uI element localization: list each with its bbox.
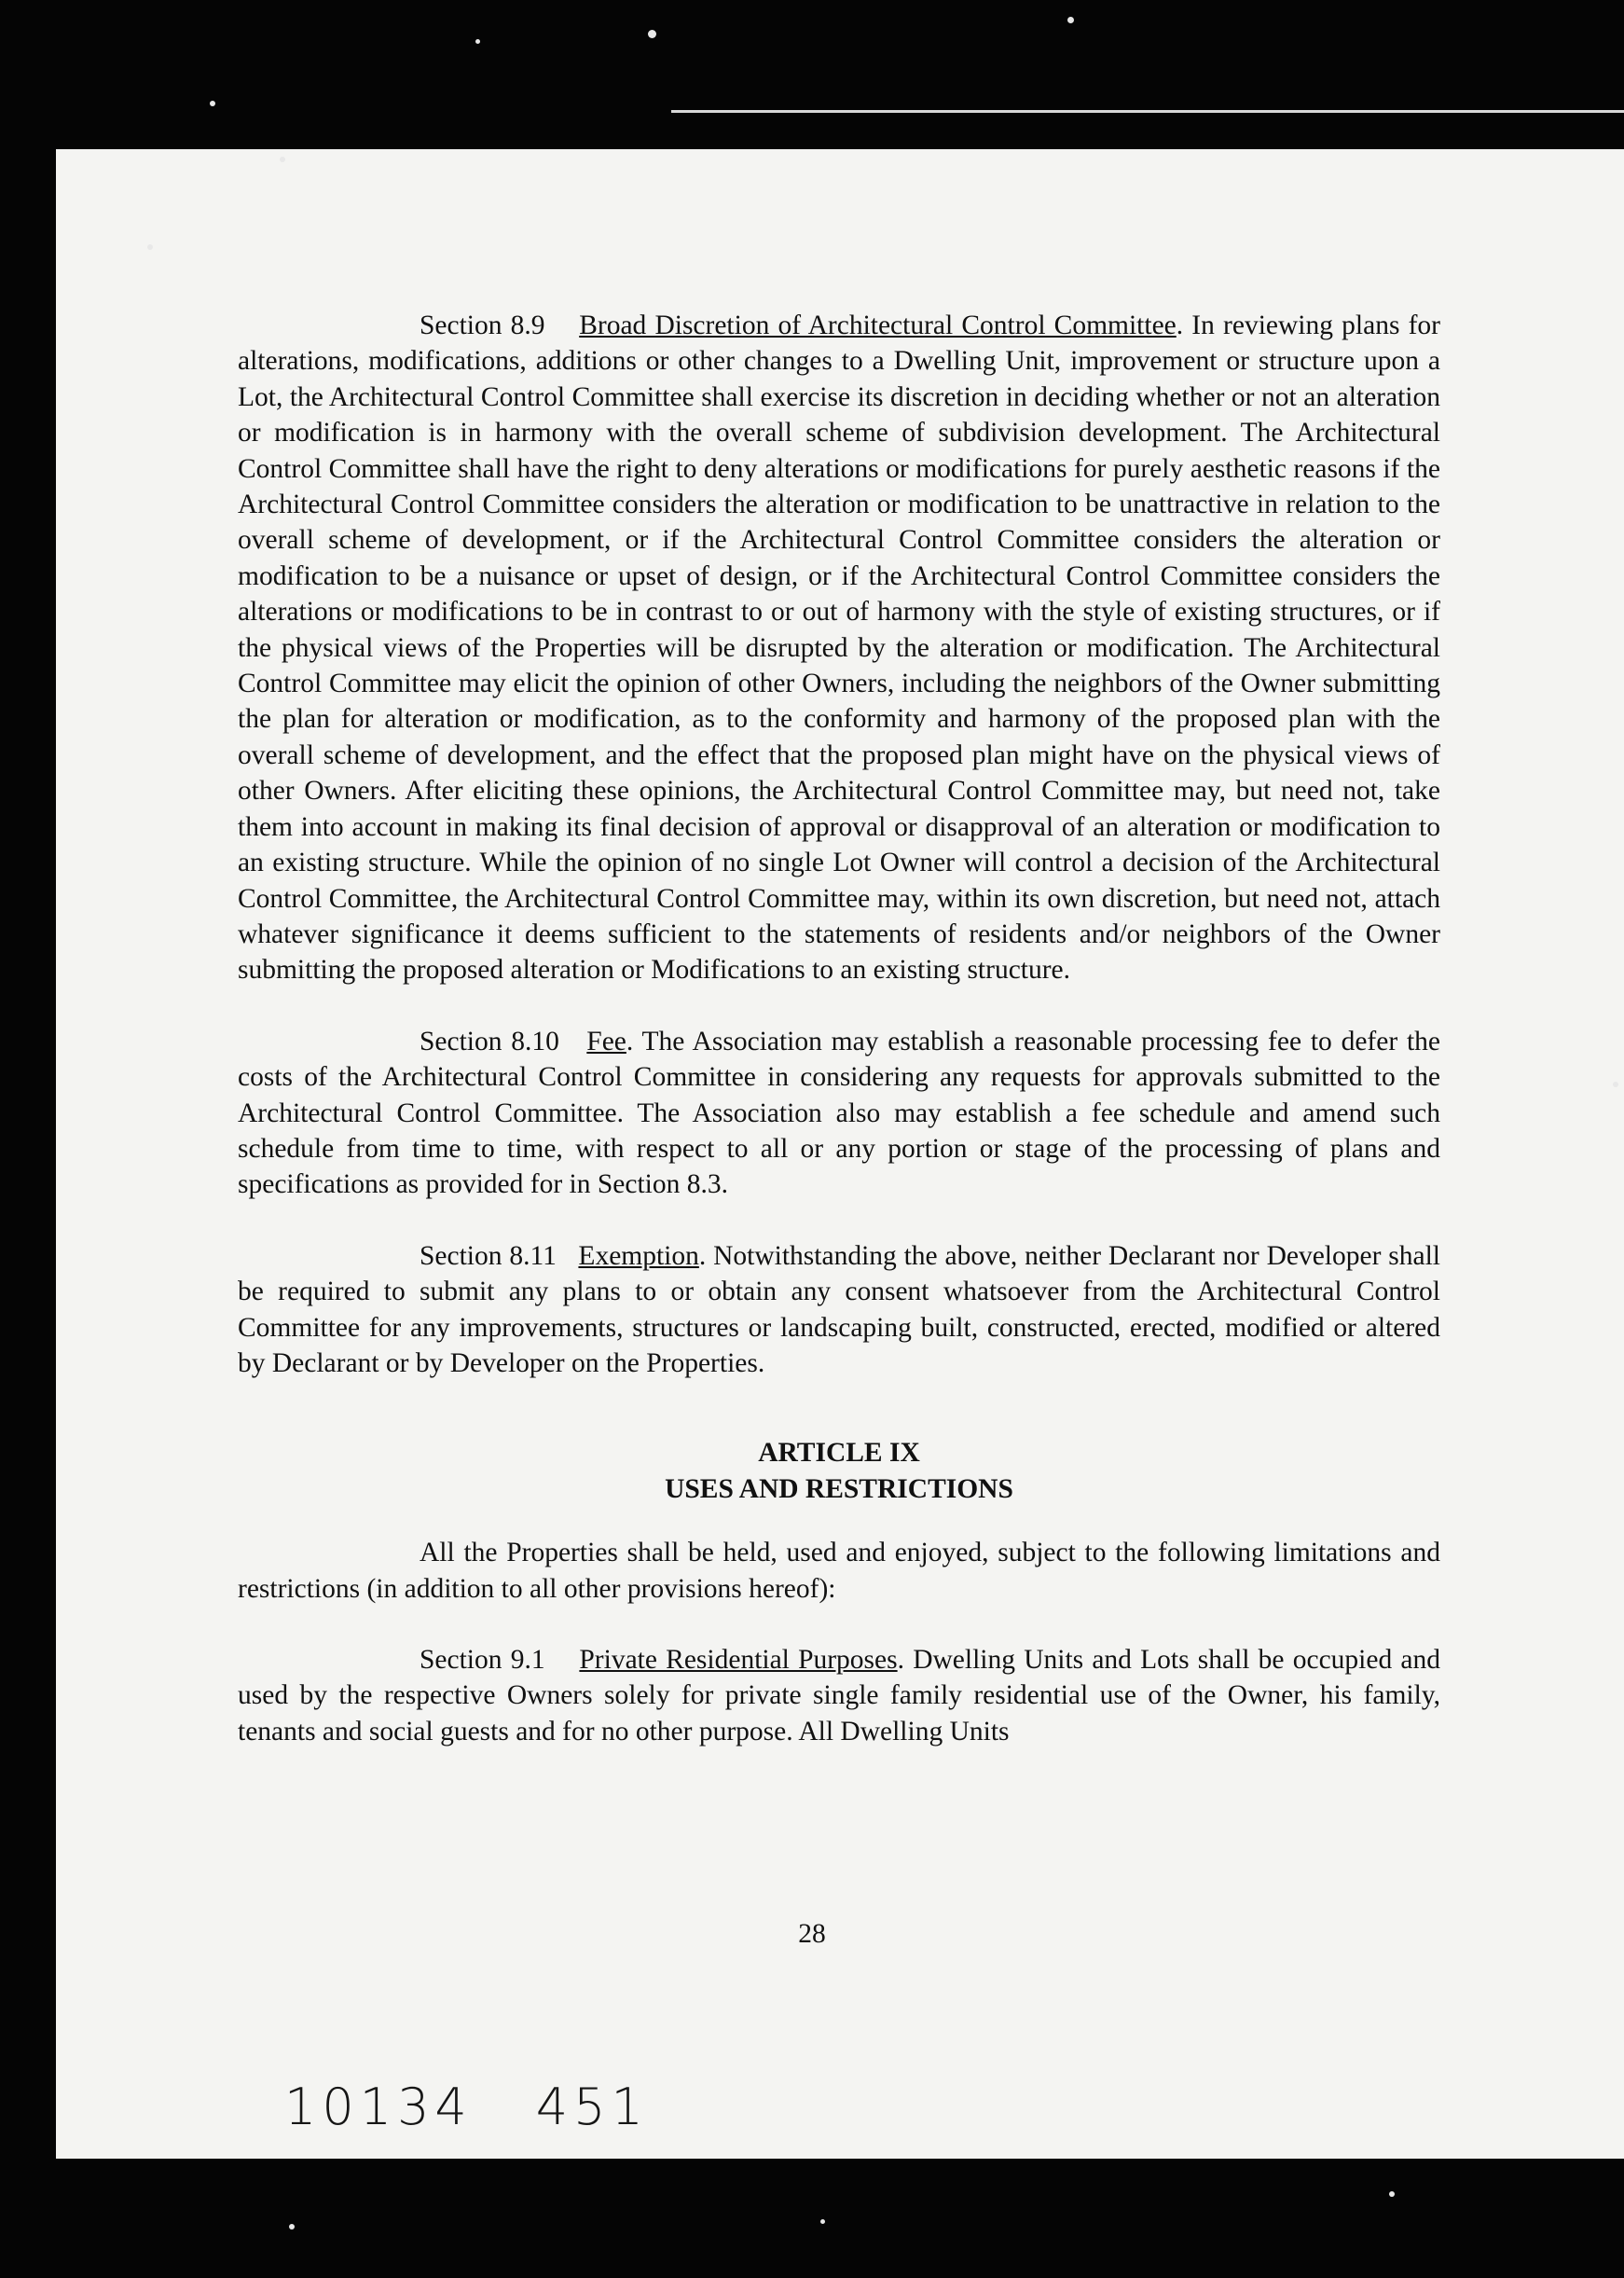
scan-speck: [648, 30, 656, 38]
section-title: Fee: [586, 1026, 626, 1056]
section-text: . Dwelling Units and Lots shall be occupied and used by the respective Owners solely for private single family residential use of the Owner, his family, tenants and social guests and for no other purpose. All Dwelling Units: [238, 1645, 1441, 1746]
section-text: . The Association may establish a reasonable processing fee to defer the costs of the Architectural Control Committee in considering any requests for approvals submitted to the Architectural Control Committee. The Association also may establish a fee schedule and amend such schedule from time to time, with respect to all or any portion or stage of the processing of plans and specifications as provided for in Section 8.3.: [238, 1026, 1440, 1200]
section-heading: Section 8.10: [420, 1026, 559, 1056]
document-body: [238, 308, 1440, 1749]
scan-speck: [475, 39, 480, 44]
section-title: Broad Discretion of Architectural Control Committee: [579, 311, 1177, 340]
section-8-10: [238, 1024, 1440, 1203]
section-8-9: [238, 308, 1440, 988]
intro-text: All the Properties shall be held, used and enjoyed, subject to the following limitations and restrictions (in addition to all other provisions hereof):: [238, 1538, 1440, 1604]
article-number: ARTICLE IX: [758, 1438, 920, 1469]
page-number: 28: [798, 1919, 826, 1949]
stamp-number-right: 451: [535, 2078, 649, 2136]
scan-speck: [1613, 1082, 1618, 1087]
section-title: Exemption: [578, 1240, 699, 1271]
document-stamp: [284, 2078, 712, 2136]
scan-speck: [289, 2224, 295, 2230]
section-heading: Section 8.9: [420, 311, 545, 340]
article-title: USES AND RESTRICTIONS: [665, 1473, 1013, 1504]
section-9-1: [238, 1642, 1440, 1749]
scan-speck: [1067, 17, 1074, 23]
scan-edge-line: [671, 110, 1624, 113]
stamp-number-left: 10134: [284, 2078, 473, 2136]
scan-speck: [147, 244, 153, 250]
section-8-11: [238, 1238, 1440, 1382]
section-title: Private Residential Purposes: [579, 1645, 898, 1675]
scan-speck: [1389, 2191, 1395, 2197]
section-heading: Section 8.11: [420, 1240, 557, 1271]
section-text: . In reviewing plans for alterations, modifications, additions or other changes to a Dwelling Unit, improvement or structure upon a Lot, the Architectural Control Committee shall exercise its discretion in deciding whether or not an alteration or modification is in harmony with the overall scheme of subdivision development. The Architectural Control Committee shall have the right to deny alterations or modifications for purely aesthetic reasons if the Architectural Control Committee considers the alteration or modification to be unattractive in relation to the overall scheme of development, or if the Architectural Control Committee considers the alteration or modification to be a nuisance or upset of design, or if the Architectural Control Committee considers the alterations or modifications to be in contrast to or out of harmony with the style of existing structures, or if the physical views of the Properties will be disrupted by the alteration or modification. The Architectural Control Committee may elicit the opinion of other Owners, including the neighbors of the Owner submitting the plan for alteration or modification, as to the conformity and harmony of the proposed plan with the overall scheme of development, and the effect that the proposed plan might have on the physical views of other Owners. After eliciting these opinions, the Architectural Control Committee may, but need not, take them into account in making its final decision of approval or disapproval of an alteration or modification to an existing structure. While the opinion of no single Lot Owner will control a decision of the Architectural Control Committee, the Architectural Control Committee may, within its own discretion, but need not, attach whatever significance it deems sufficient to the statements of residents and/or neighbors of the Owner submitting the proposed alteration or Modifications to an existing structure.: [238, 311, 1440, 986]
scan-speck: [210, 101, 215, 106]
section-heading: Section 9.1: [420, 1645, 545, 1675]
scan-speck: [820, 2219, 825, 2224]
scan-speck: [280, 157, 285, 162]
article-heading: [238, 1435, 1440, 1507]
section-text: . Notwithstanding the above, neither Declarant nor Developer shall be required to submit any plans to or obtain any consent whatsoever from the Architectural Control Committee for any improvements, structures or landscaping built, constructed, erected, modified or altered by Declarant or by Developer on the Properties.: [238, 1240, 1440, 1378]
article-intro: [238, 1535, 1440, 1607]
